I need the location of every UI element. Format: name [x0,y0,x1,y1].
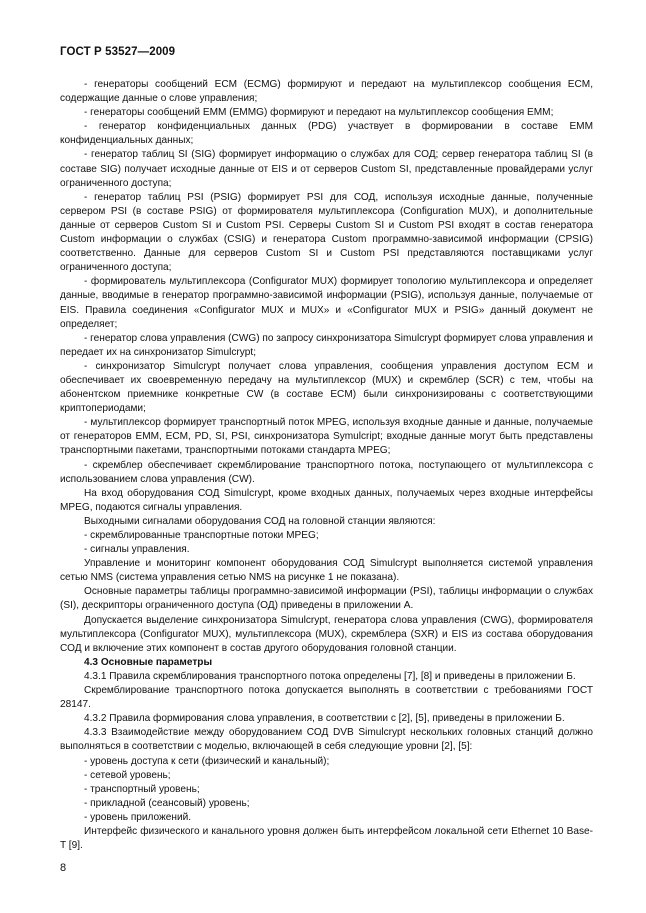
list-item: - транспортный уровень; [84,783,200,795]
section-heading: 4.3 Основные параметры [84,656,213,668]
list-item: - скремблированные транспортные потоки MPEG; [84,530,319,541]
paragraph: 4.3.1 Правила скремблирования транспортного потока определены [7], [8] и приведены в приложении Б. [84,670,576,682]
paragraph: - генератор слова управления (CWG) по запросу синхронизатора Simulcrypt формирует слова управления и передает их на синхронизатор Simulcrypt; [60,332,593,358]
list-item: - уровень доступа к сети (физический и канальный); [84,755,330,767]
paragraph: Управление и мониторинг компонент оборудования СОД Simulcrypt выполняется системой управления сетью NMS (система управления сетью NMS на рисунке 1 не показана). [60,558,593,584]
paragraph: 4.3.3 Взаимодействие между оборудованием СОД DVB Simulcrypt нескольких головных станций должно выполняться в соответствии с моделью, включающей в себя следующие уровни [2], [5]: [60,727,593,753]
page-number: 8 [60,862,67,874]
paragraph: Основные параметры таблицы программно-зависимой информации (PSI), таблицы информации о службах (SI), дескрипторы ограниченного доступа (ОД) приведены в приложении А. [60,586,593,612]
paragraph: - генератор таблиц PSI (PSIG) формирует PSI для СОД, используя исходные данные, полученные сервером PSI (в составе PSIG) от формирователя мультиплексора (Configuration MUX), и дополнительные данные от серверов Custom SI и Custom PSI. Серверы Custom SI и Custom PSI входят в состав генератора Custom информации о службах (CSIG) и генератора Custom программно-зависимой информации (CPSIG) соответственно. Данные для серверов Custom SI и Custom PSI представляются поставщиками услуг ограниченного доступа; [60,191,593,274]
paragraph: - синхронизатор Simulcrypt получает слова управления, сообщения управления доступом ECM и обеспечивает их своевременную передачу на мультиплексор (MUX) и скремблер (SCR) с тем, чтобы на абонентском приемнике конкретные CW (в составе ECM) были синхронизированы с соответствующими криптопериодами; [60,360,593,415]
document-header: ГОСТ Р 53527—2009 [60,46,176,58]
document-body [60,78,593,853]
list-item: - сигналы управления. [84,544,190,556]
paragraph: Интерфейс физического и канального уровня должен быть интерфейсом локальной сети Ethernet 10 Base-T [9]. [60,825,593,852]
paragraph: - генератор конфиденциальных данных (PDG) участвует в формировании в составе EMM конфиденциальных данных; [60,121,593,147]
list-item: - прикладной (сеансовый) уровень; [84,797,250,809]
paragraph: Допускается выделение синхронизатора Simulcrypt, генератора слова управления (CWG), формирователя мультиплексора (Configurator MUX), мультиплексора (MUX), скремблера (SXR) и EIS из состава оборудования СОД и включение этих компонент в состав другого оборудования головной станции. [60,614,593,654]
paragraph: 4.3.2 Правила формирования слова управления, в соответствии с [2], [5], приведены в приложении Б. [84,713,565,725]
paragraph: - генератор таблиц SI (SIG) формирует информацию о службах для СОД; сервер генератора таблиц SI (в составе SIG) получает исходные данные от EIS и от серверов Custom SI, представленные провайдерами услуг ограниченного доступа; [60,149,593,189]
list-item: - сетевой уровень; [84,769,171,781]
paragraph: - генераторы сообщений EMM (EMMG) формируют и передают на мультиплексор сообщения EMM; [84,107,554,119]
paragraph: - формирователь мультиплексора (Configurator MUX) формирует топологию мультиплексора и определяет данные, вводимые в генератор программно-зависимой информации (PSIG), используя данные, получаемые от EIS. Правила соединения «Configurator MUX и MUX» и «Configurator MUX и PSIG» данный документ не определяет; [60,276,593,330]
paragraph: - скремблер обеспечивает скремблирование транспортного потока, поступающего от мультиплексора с использованием слова управления (CW). [60,459,593,485]
list-item: - уровень приложений. [84,811,192,823]
paragraph: - мультиплексор формирует транспортный поток MPEG, используя входные данные и данные, получаемые от генераторов EMM, ECM, PD, SI, PSI, синхронизатора Symulcript; входные данные могут быть представлены транспортными пакетами, транспортными потоками стандарта MPEG; [60,417,593,457]
paragraph: Скремблирование транспортного потока допускается выполнять в соответствии с требованиями ГОСТ 28147. [60,685,593,711]
paragraph: - генераторы сообщений ECM (ECMG) формируют и передают на мультиплексор сообщения ECM, содержащие данные о слове управления; [60,79,593,105]
paragraph: На вход оборудования СОД Simulcrypt, кроме входных данных, получаемых через входные интерфейсы MPEG, подаются сигналы управления. [60,487,593,513]
paragraph: Выходными сигналами оборудования СОД на головной станции являются: [84,515,436,527]
